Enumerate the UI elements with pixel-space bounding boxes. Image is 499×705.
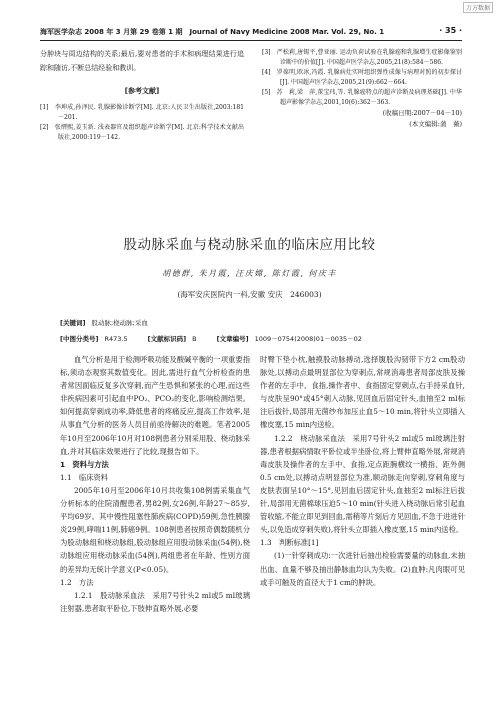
body-paragraph: 2005年10月至2006年10月共收集108例需采集血气分析标本的住院清醒患者,男82例,女26例,年龄27～85岁,平均69岁。其中慢性阻塞性肺疾病(COPD)59例,急性胰腺炎29例,哮喘11例,肺癌9例。108例患者按照奇偶数随机分为股动脉组和桡动脉组,股动脉组应用股动脉采血(54例),桡动脉组应用桡动脉采血(54例),两组患者在年龄、性别方面的差异均无统计学意义(P<0.05)。 [60, 485, 250, 574]
reference-item: [2] 张缙熙,姜玉新. 浅表器官及组织超声诊断学[M]. 北京:科学技术文献出版社,2000:119－142. [40, 123, 244, 141]
top-left-column [40, 48, 244, 143]
references-list [262, 48, 462, 108]
subsection-heading: 1.2 方法 [60, 577, 94, 587]
references-heading: [参考文献] [124, 87, 160, 95]
subsection-heading: 1.3 判断标准[1] [260, 538, 319, 548]
continuation-text: 分肿块与周边结构的关系;最后,要对患者的手术和病理结果进行追踪和随访,不断总结经验和教训。 [40, 50, 244, 72]
reference-item: [1] 李坤成,孙泽民. 乳腺影像诊断学[M]. 北京:人民卫生出版社,2003:181－201. [40, 103, 244, 121]
article-title: 股动脉采血与桡动脉采血的临床应用比较 [123, 237, 376, 253]
clc-label: [中图分类号] [60, 335, 99, 343]
body-paragraph: 血气分析是用于检测呼吸功能及酸碱平衡的一项重要指标,须动态观察其数值变化。因此,需进行血气分析检查的患者常因面临反复多次穿刺,而产生恐惧和紧张的心理,而这些非疾病因素可引起血中PO₂、PCO₂的变化,影响检测结果。如何提高穿刺成功率,降低患者的疼痛反应,提高工作效率,是从事血气分析的医务人员目前亟待解决的难题。笔者2005年10月至2006年10月对108例患者分别采用股、桡动脉采血,并对其临床效果进行了比较,现报告如下。 [60, 355, 250, 456]
keywords: 股动脉;桡动脉;采血 [91, 319, 148, 327]
article-authors: 胡德群, 朱月霞, 汪庆嫦, 陈灯霞, 何庆丰 [162, 269, 337, 278]
editor-note: (本文编辑:蒲 薇) [409, 120, 462, 128]
doc-code-label: [文献标识码] [147, 335, 187, 343]
keywords-label: [关键词] [60, 319, 86, 327]
top-right-column [262, 48, 462, 130]
journal-citation: 海军医学杂志 2008 年 3 月第 29 卷第 1 期 Journal of Navy Medicine 2008 Mar. Vol. 29, No. 1 [40, 28, 385, 36]
body-right-column [260, 353, 465, 589]
article-no-label: [文章编号] [216, 335, 249, 343]
article-no: 1009－0754(2008)01－0035－02 [254, 335, 362, 343]
body-paragraph: 1.2.1 股动脉采血法 采用7号针头2 ml或5 ml玻璃注射器,患者取平卧位,下肢伸直略外展,必要 [60, 590, 250, 613]
clc-code: R473.5 [104, 335, 128, 343]
doc-code: B [192, 335, 197, 343]
classification-line [60, 334, 362, 343]
section-heading: 1 资料与方法 [60, 459, 109, 469]
keywords-line [60, 318, 148, 327]
body-paragraph: 1.2.2 桡动脉采血法 采用7号针头2 ml或5 ml玻璃注射器,患者根据病情取平卧位或半坐卧位,将上臂伸直略外展,常规消毒皮肤及操作者的左手中、食指,定点距腕横纹一横指、距外侧0.5 cm处,以搏动点明显部位为准,顺动脉走向穿刺,穿刺角度与皮肤表面呈10°～15°,见回血后固定针头,血抽至2 ml标注后拔针,局部用无菌棉球压迫5～10 min(针头进入桡动脉后常引起血管收缩,不能立即见到回血,需稍等片刻后方见回血,不急于进进针头,以免造成穿刺失败),将针头立即插入橡皮塞,15 min内送检。 [260, 433, 465, 535]
reference-item: [4] 罗葆明,欧冰,冯霞. 乳腺病灶实时组织弹性成像与病理对照的初步探讨[J]. 中国超声医学杂志,2005,21(9):662－664. [262, 69, 462, 86]
received-date: (收稿日期:2007－04－10) [382, 109, 462, 117]
watermark: 万方数据 [463, 2, 493, 13]
reference-item: [3] 严松莉,唐锡平,曹亚丽. 运动负荷试验在乳腺癌和乳腺增生症影像鉴别诊断中的价值[J]. 中国超声医学杂志,2005,21(8):584－586. [262, 49, 462, 66]
reference-item: [5] 苏 莉,梁 萍,董宝玮,等. 乳腺癌特点的超声诊断及病理基础[J]. 中华超声影像学杂志,2001,10(6):362－363. [262, 89, 462, 106]
running-header [40, 27, 462, 41]
body-left-column [60, 353, 250, 615]
body-paragraph: (1)一针穿刺成功:一次进针后抽出检验需要量的动脉血,未抽出血、血量不够及抽出静脉血均认为失败。(2)血肿:凡肉眼可见或手可触及的直径大于1 cm的肿块。 [260, 551, 465, 587]
subsection-heading: 1.1 临床资料 [60, 472, 109, 482]
body-paragraph: 时臀下垫小枕,触摸股动脉搏动,选择腹股沟韧带下方2 cm股动脉处,以搏动点最明显部位为穿刺点,常规消毒患者局部皮肤及操作者的左手中、食指,操作者中、食指固定穿刺点,右手持采血针,与皮肤呈90°或45°刺入动脉,见回血后固定针头,血抽至2 ml标注后拔针,局部用无菌纱布加压止血5～10 min,将针头立即插入橡皮塞,15 min内送检。 [260, 355, 465, 430]
article-affiliation: (海军安庆医院内一科,安徽 安庆 246003) [177, 290, 322, 299]
page-number: · 35 · [439, 26, 462, 35]
references-list [40, 103, 244, 143]
